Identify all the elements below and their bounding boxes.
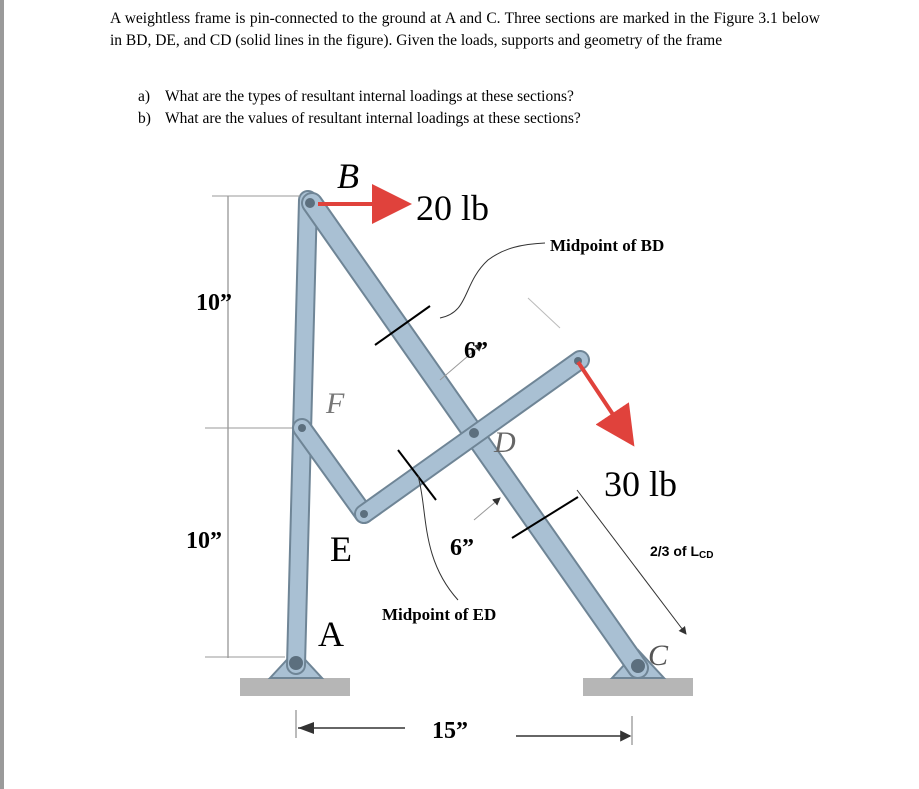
label-point-d: D bbox=[494, 426, 516, 459]
label-dim-base: 15” bbox=[432, 718, 468, 744]
joint-e bbox=[360, 510, 368, 518]
question-text: What are the types of resultant internal loadings at these sections? bbox=[165, 88, 574, 105]
label-point-c: C bbox=[648, 639, 669, 672]
ground-support-a bbox=[240, 678, 350, 696]
dim-ext-bd bbox=[528, 298, 560, 328]
label-force-d: 30 lb bbox=[604, 464, 678, 504]
ground-support-c bbox=[583, 678, 693, 696]
leader-midpoint-bd bbox=[440, 243, 545, 318]
label-dim-cd: 6” bbox=[450, 535, 474, 561]
question-text: What are the values of resultant internal loadings at these sections? bbox=[165, 110, 581, 127]
label-dim-upper-height: 10” bbox=[196, 290, 232, 316]
question-marker: a) bbox=[138, 88, 151, 105]
label-midpoint-bd: Midpoint of BD bbox=[550, 236, 665, 255]
label-point-a: A bbox=[318, 614, 344, 654]
label-point-b: B bbox=[337, 156, 359, 196]
label-dim-lower-height: 10” bbox=[186, 528, 222, 554]
joint-c bbox=[631, 659, 645, 673]
dim-arrowhead-base-left bbox=[298, 722, 314, 734]
label-point-e: E bbox=[330, 529, 352, 569]
joint-f bbox=[298, 424, 306, 432]
label-midpoint-ed: Midpoint of ED bbox=[382, 605, 497, 624]
force-arrow-d bbox=[578, 362, 630, 440]
question-marker: b) bbox=[138, 110, 151, 127]
joint-b bbox=[305, 198, 315, 208]
label-force-b: 20 lb bbox=[416, 188, 490, 228]
member-fe bbox=[302, 428, 364, 514]
joint-d bbox=[469, 428, 479, 438]
label-point-f: F bbox=[326, 387, 345, 420]
label-two-thirds-cd-main: 2/3 of L bbox=[650, 543, 700, 559]
label-dim-bd: 6” bbox=[464, 338, 488, 364]
label-two-thirds-cd bbox=[650, 543, 713, 561]
problem-statement: A weightless frame is pin-connected to the ground at A and C. Three sections are marked in the Figure 3.1 below in BD, DE, and CD (solid lines in the figure). Given the loads, supports and geometry of the frame bbox=[110, 10, 820, 49]
dim-arrow-cd bbox=[474, 498, 500, 520]
joint-a bbox=[289, 656, 303, 670]
label-two-thirds-cd-subscript: CD bbox=[699, 550, 714, 561]
